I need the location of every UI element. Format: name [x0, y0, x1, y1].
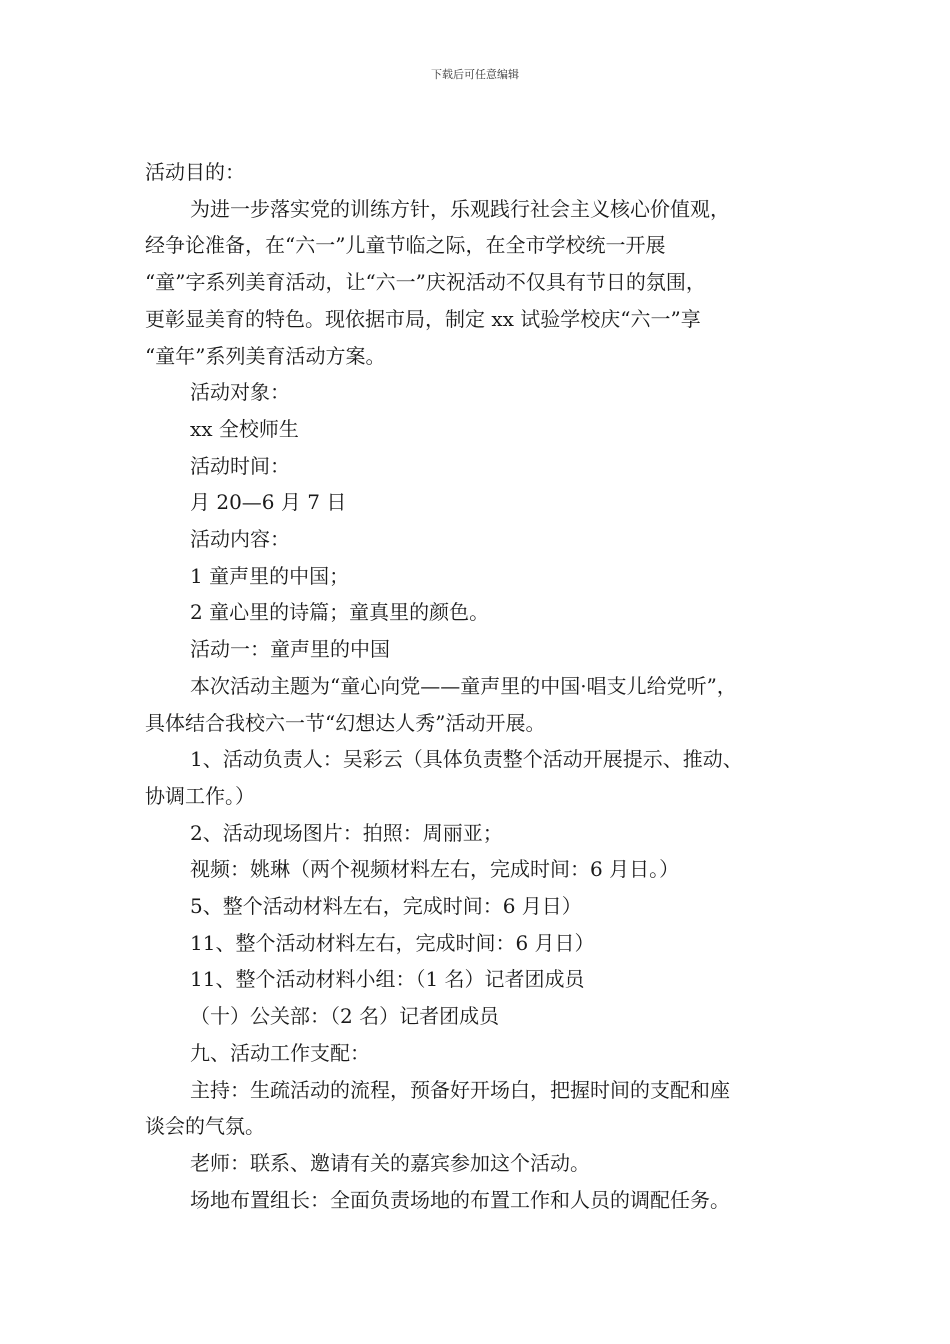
- text-line: 场地布置组长：全面负责场地的布置工作和人员的调配任务。: [190, 1187, 730, 1212]
- text-line: “童年”系列美育活动方案。: [145, 343, 386, 368]
- text-line: 具体结合我校六一节“幻想达人秀”活动开展。: [145, 710, 546, 735]
- text-line: 九、活动工作支配：: [190, 1040, 370, 1065]
- text-line: 1 童声里的中国；: [190, 563, 350, 588]
- text-line: 11、整个活动材料小组：（1 名）记者团成员: [190, 967, 585, 992]
- text-line: xx 全校师生: [190, 416, 299, 441]
- text-line: 活动内容：: [190, 527, 290, 552]
- text-line: 协调工作。）: [145, 783, 255, 808]
- text-line: 老师：联系、邀请有关的嘉宾参加这个活动。: [190, 1150, 590, 1175]
- document-body: [145, 154, 813, 1218]
- text-line: 2 童心里的诗篇；童真里的颜色。: [190, 600, 490, 625]
- text-line: 活动时间：: [190, 453, 290, 478]
- text-line: 谈会的气氛。: [145, 1114, 265, 1139]
- text-line: 为进一步落实党的训练方针，乐观践行社会主义核心价值观，: [190, 196, 730, 221]
- text-line: 11、整个活动材料左右，完成时间：6 月日）: [190, 930, 595, 955]
- text-line: 月 20—6 月 7 日: [190, 490, 347, 515]
- text-line: “童”字系列美育活动，让“六一”庆祝活动不仅具有节日的氛围，: [145, 270, 706, 295]
- text-line: 本次活动主题为“童心向党——童声里的中国·唱支儿给党听”，: [190, 673, 737, 698]
- text-line: 5、整个活动材料左右，完成时间：6 月日）: [190, 894, 582, 919]
- text-line: 1、活动负责人：吴彩云（具体负责整个活动开展提示、推动、: [190, 747, 743, 772]
- page-header: 下载后可任意编辑: [431, 68, 519, 81]
- text-line: 更彰显美育的特色。现依据市局，制定 xx 试验学校庆“六一”享: [145, 306, 701, 331]
- text-line: （十）公关部：（2 名）记者团成员: [190, 1004, 500, 1029]
- text-line: 活动对象：: [190, 380, 290, 405]
- text-line: 经争论准备，在“六一”儿童节临之际，在全市学校统一开展: [145, 233, 666, 258]
- text-line: 活动一：童声里的中国: [190, 637, 390, 662]
- text-line: 活动目的：: [145, 160, 245, 184]
- text-line: 2、活动现场图片：拍照：周丽亚；: [190, 820, 503, 845]
- text-line: 视频：姚琳（两个视频材料左右，完成时间：6 月日。）: [190, 857, 680, 882]
- text-line: 主持：生疏活动的流程，预备好开场白，把握时间的支配和座: [190, 1077, 730, 1102]
